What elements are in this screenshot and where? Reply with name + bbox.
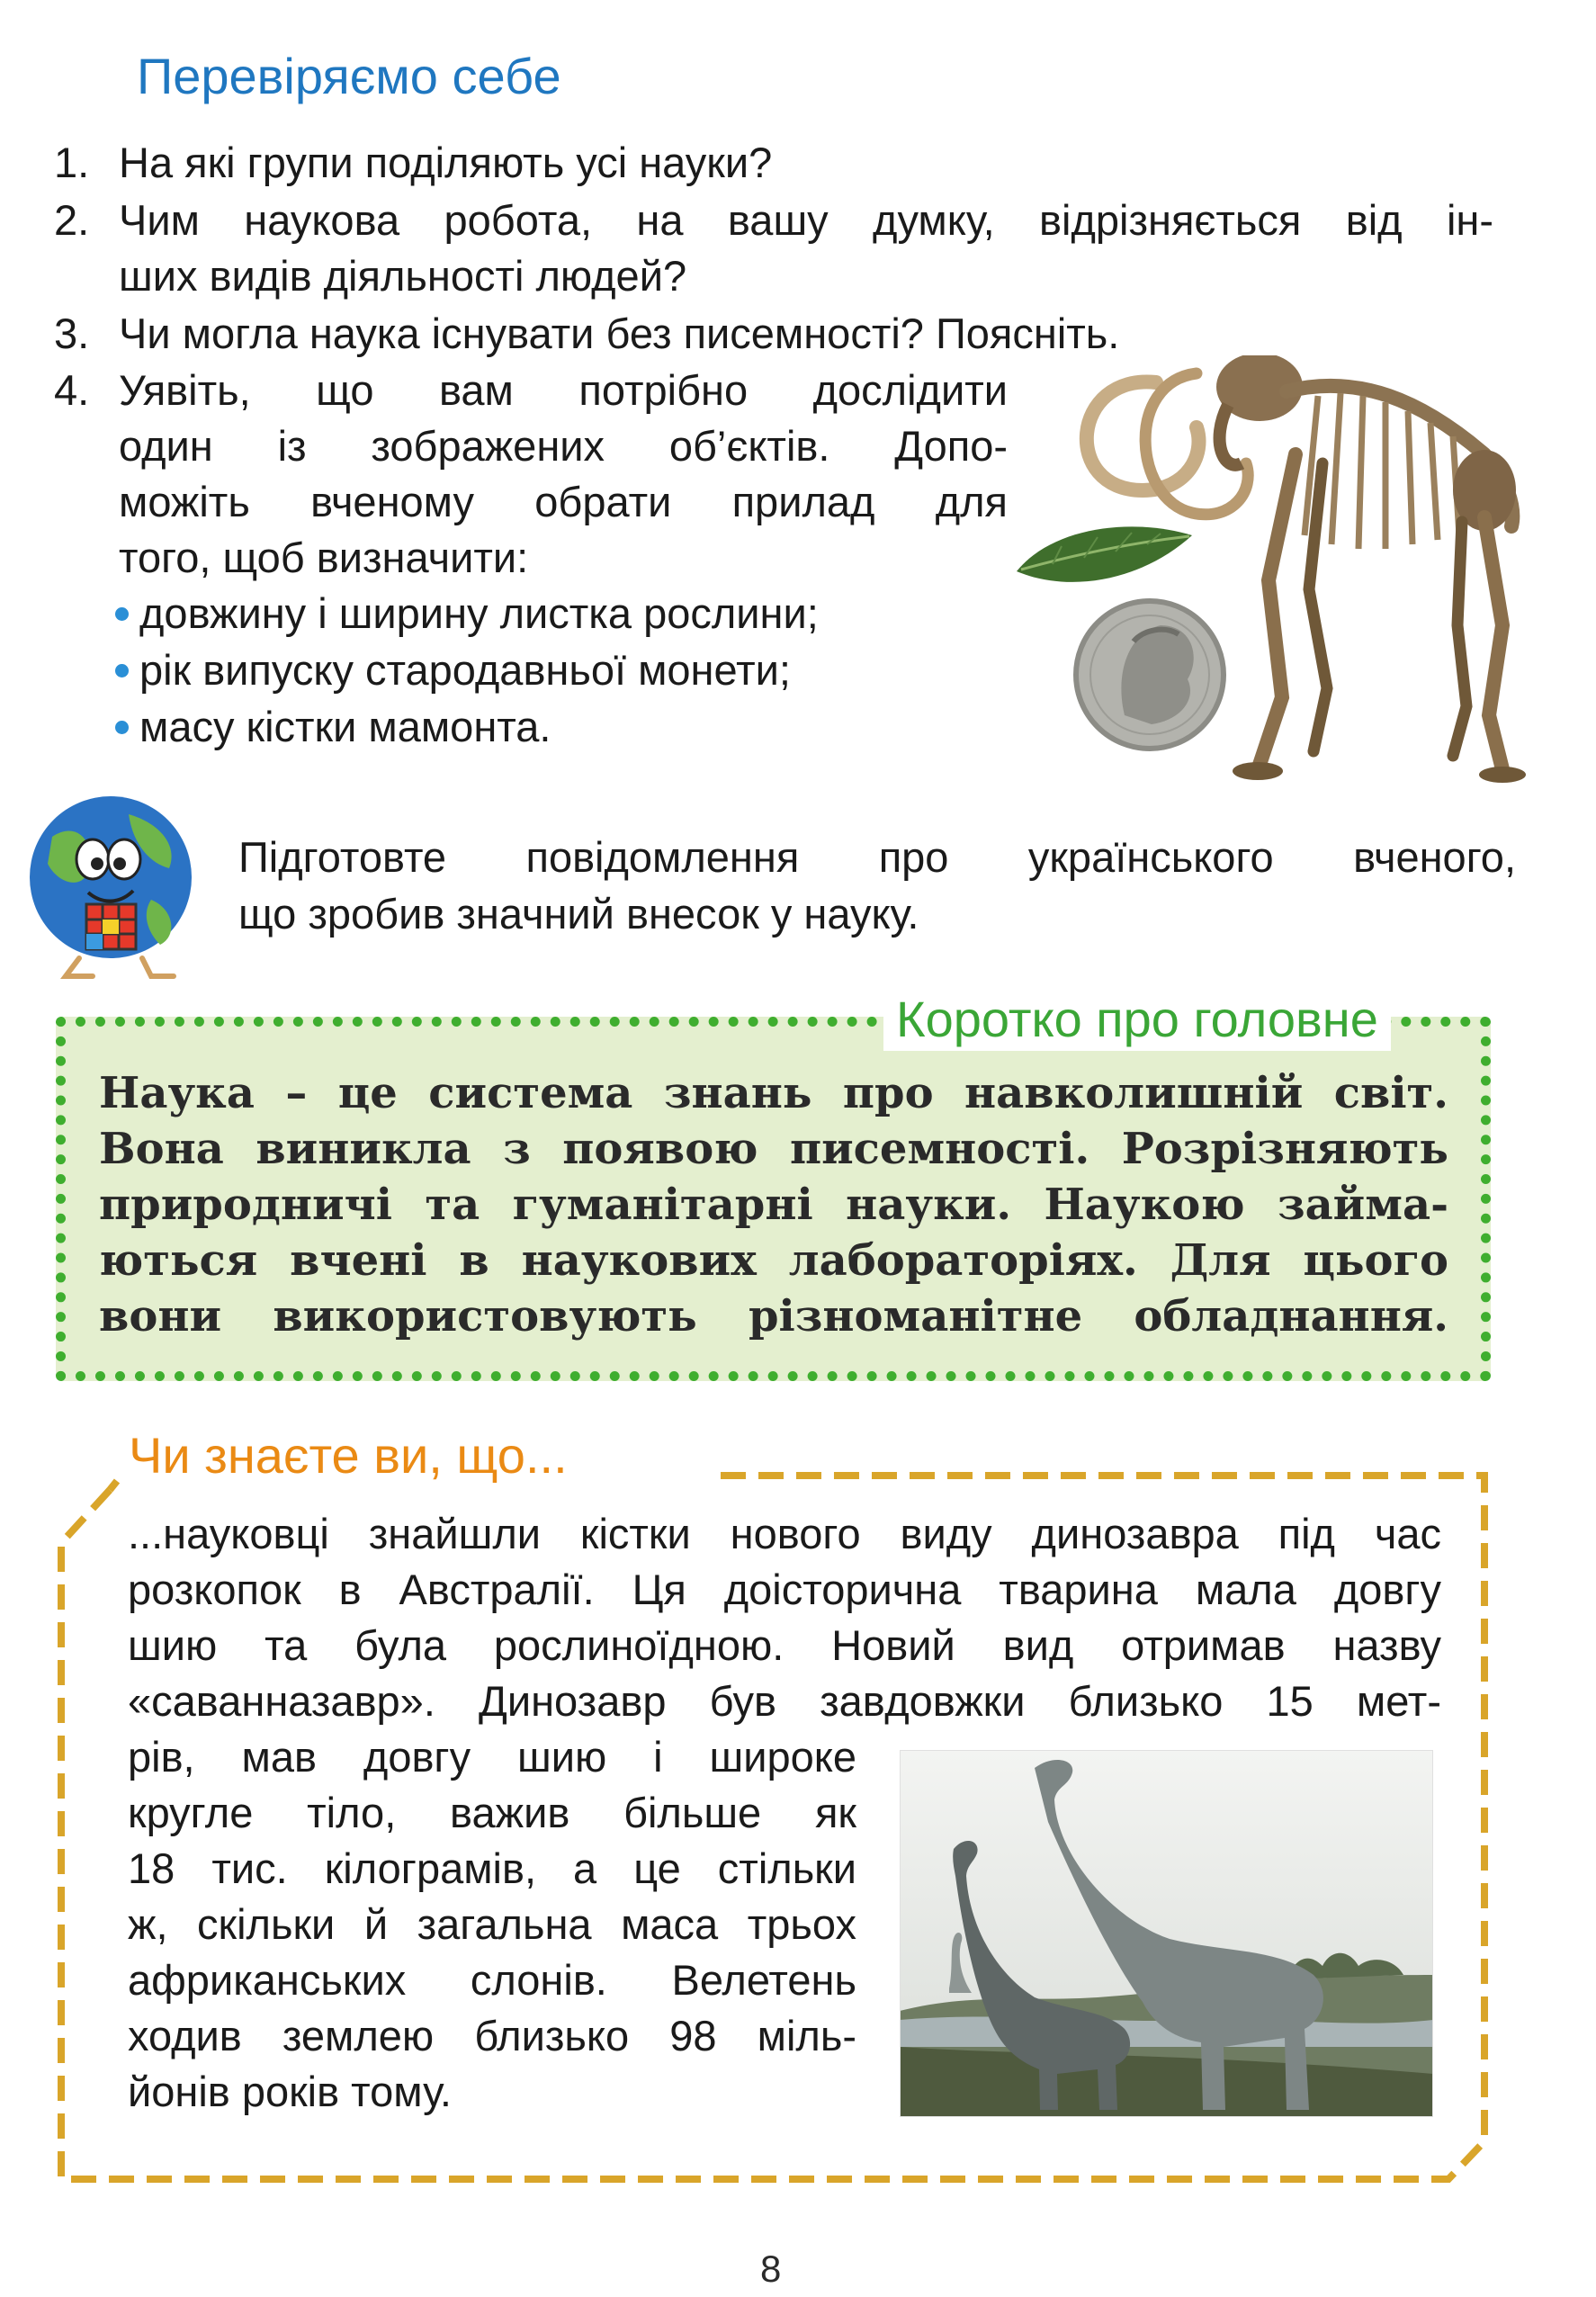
did-you-know-line: 18 тис. кілограмів, а це стільки <box>128 1844 856 1892</box>
did-you-know-line: кругле тіло, важив більше як <box>128 1789 856 1836</box>
did-you-know-line: розкопок в Австралії. Ця доісторична тварина мала довгу <box>128 1566 1441 1613</box>
did-you-know-line: шию та була рослиноїдною. Новий вид отримав назву <box>128 1621 1441 1669</box>
summary-title: Коротко про головне <box>883 988 1391 1051</box>
bullet-text: масу кістки мамонта. <box>139 703 551 750</box>
bullet-item <box>115 699 551 755</box>
question-text-line: один із зображених об’єктів. Допо- <box>119 422 1008 470</box>
summary-line: Наука – це система знань про навколишній світ. <box>99 1068 1448 1118</box>
summary-line: ються вчені в наукових лабораторіях. Для цього <box>99 1235 1448 1286</box>
artifacts-illustration <box>999 355 1538 796</box>
bullet-item <box>115 586 819 642</box>
coin-image <box>1076 601 1224 749</box>
did-you-know-line: африканських слонів. Велетень <box>128 1956 856 2004</box>
question-text: На які групи поділяють усі науки? <box>119 139 773 186</box>
question-text-line: Чим наукова робота, на вашу думку, відрізняється від ін- <box>119 196 1493 244</box>
question-number: 1. <box>54 139 90 186</box>
prepare-text-line: Підготовте повідомлення про українського вченого, <box>238 833 1516 881</box>
question-number: 3. <box>54 310 90 357</box>
question-text-line: можіть вченому обрати прилад для <box>119 478 1008 525</box>
question-text-line: того, щоб визначити: <box>119 534 529 581</box>
section-title-check-yourself: Перевіряємо себе <box>137 48 561 104</box>
bullet-item <box>115 642 791 698</box>
summary-line: Вона виникла з появою писемності. Розрізняють <box>99 1124 1448 1174</box>
summary-line: природничі та гуманітарні науки. Наукою займа- <box>99 1180 1448 1230</box>
did-you-know-line: ж, скільки й загальна маса трьох <box>128 1900 856 1948</box>
question-text-line: ших видів діяльності людей? <box>119 252 687 300</box>
bullet-icon <box>115 721 129 734</box>
dinosaur-photo <box>900 1750 1433 2117</box>
bullet-text: довжину і ширину листка рослини; <box>139 589 819 637</box>
globe-mascot-icon <box>16 792 205 981</box>
bullet-text: рік випуску стародавньої монети; <box>139 646 791 694</box>
did-you-know-line: «саванназавр». Динозавр був завдовжки близько 15 мет- <box>128 1677 1441 1725</box>
did-you-know-title: Чи знаєте ви, що... <box>129 1427 568 1484</box>
question-text: Чи могла наука існувати без писемності? Поясніть. <box>119 310 1120 357</box>
bullet-icon <box>115 664 129 677</box>
bullet-icon <box>115 607 129 621</box>
did-you-know-line: рів, мав довгу шию і широке <box>128 1733 856 1781</box>
summary-line: вони використовують різноманітне обладнання. <box>99 1291 1448 1341</box>
did-you-know-line: ходив землею близько 98 міль- <box>128 2012 856 2059</box>
did-you-know-line: йонів років тому. <box>128 2068 452 2115</box>
did-you-know-line: ...науковці знайшли кістки нового виду динозавра під час <box>128 1510 1441 1557</box>
leaf-image <box>1017 526 1192 582</box>
page-number: 8 <box>760 2248 782 2290</box>
question-number: 4. <box>54 366 90 414</box>
prepare-text-line: що зробив значний внесок у науку. <box>238 890 919 938</box>
question-text-line: Уявіть, що вам потрібно дослідити <box>119 366 1008 414</box>
question-number: 2. <box>54 196 90 244</box>
